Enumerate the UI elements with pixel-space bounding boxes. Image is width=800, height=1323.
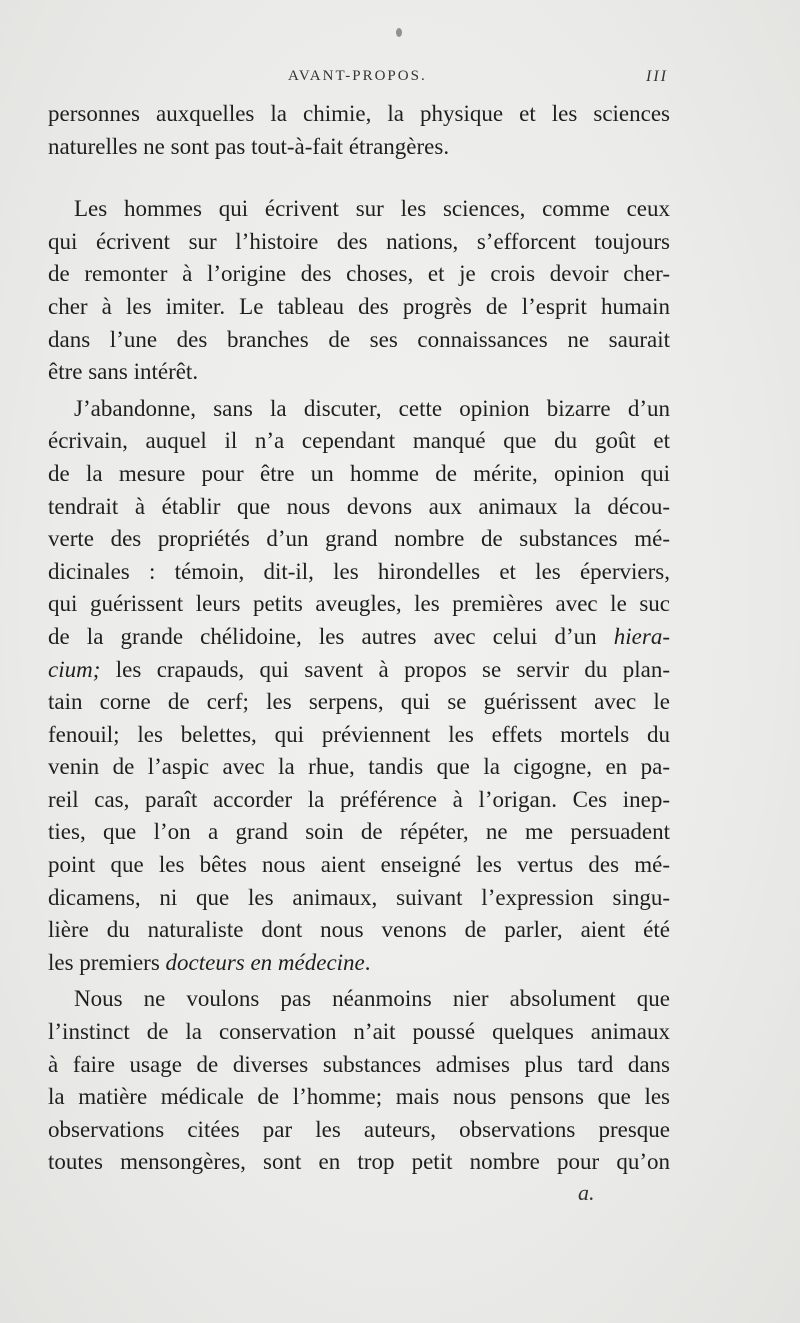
italic-span: cium; — [48, 656, 101, 682]
text-line: qui guérissent leurs petits aveugles, les premières avec le suc — [48, 591, 670, 617]
italic-span: docteurs en médecine — [165, 949, 365, 975]
text-line: fenouil; les belettes, qui préviennent les effets mortels du — [48, 721, 670, 747]
text-line: cher à les imiter. Le tableau des progrès de l’esprit humain — [48, 293, 670, 319]
text-line: à faire usage de diverses substances admises plus tard dans — [48, 1051, 670, 1077]
text-line: ties, que l’on a grand soin de répéter, ne me persuadent — [48, 819, 670, 845]
text-line: naturelles ne sont pas tout-à-fait étrangères. — [48, 133, 450, 159]
text-line — [48, 654, 670, 687]
text-line: toutes mensongères, sont en trop petit nombre pour qu’on — [48, 1149, 670, 1175]
text-span: les crapauds, qui savent à propos se servir du plan- — [100, 656, 670, 682]
text-span: les premiers — [48, 949, 166, 975]
text-line: être sans intérêt. — [48, 359, 199, 385]
page-number: III — [646, 68, 668, 85]
text-line — [48, 947, 670, 980]
text-line: J’abandonne, sans la discuter, cette opinion bizarre d’un — [74, 395, 670, 421]
body-text — [48, 98, 670, 1179]
text-span: . — [364, 949, 371, 975]
text-span: de la grande chélidoine, les autres avec celui d’un — [48, 623, 614, 649]
text-line: la matière médicale de l’homme; mais nous pensons que les — [48, 1084, 670, 1110]
text-line: verte des propriétés d’un grand nombre de substances mé- — [48, 526, 670, 552]
text-line: lière du naturaliste dont nous venons de parler, aient été — [48, 917, 670, 943]
text-line: observations citées par les auteurs, observations presque — [48, 1116, 670, 1142]
text-line: Les hommes qui écrivent sur les sciences, comme ceux — [74, 196, 670, 222]
text-line: dans l’une des branches de ses connaissances ne saurait — [48, 326, 670, 352]
paragraph — [48, 193, 670, 389]
paragraph-gap — [48, 163, 670, 193]
text-line: Nous ne voulons pas néanmoins nier absolument que — [74, 986, 670, 1012]
text-line: personnes auxquelles la chimie, la physique et les sciences — [48, 101, 670, 126]
text-line: écrivain, auquel il n’a cependant manqué que du goût et — [48, 428, 670, 454]
text-line: qui écrivent sur l’histoire des nations, s’efforcent toujours — [48, 228, 670, 254]
text-line: dicamens, ni que les animaux, suivant l’expression singu- — [48, 884, 670, 910]
text-line: venin de l’aspic avec la rhue, tandis que la cigogne, en pa- — [48, 754, 670, 780]
text-line: dicinales : témoin, dit-il, les hirondelles et les éperviers, — [48, 558, 670, 584]
text-line: tendrait à établir que nous devons aux animaux la décou- — [48, 493, 670, 519]
text-line: point que les bêtes nous aient enseigné les vertus des mé- — [48, 852, 670, 878]
text-line: reil cas, paraît accorder la préférence à l’origan. Ces inep- — [48, 786, 670, 812]
text-line: de remonter à l’origine des choses, et je crois devoir cher- — [48, 261, 670, 287]
paragraph — [48, 98, 670, 163]
italic-span: hiera- — [613, 623, 670, 649]
ink-dot — [396, 28, 402, 37]
paragraph — [48, 393, 670, 980]
signature-mark: a. — [578, 1180, 595, 1205]
text-line: l’instinct de la conservation n’ait poussé quelques animaux — [48, 1019, 670, 1045]
text-line: de la mesure pour être un homme de mérite, opinion qui — [48, 460, 670, 486]
page-header — [0, 68, 800, 92]
text-line — [48, 621, 670, 654]
text-line: tain corne de cerf; les serpens, qui se guérissent avec le — [48, 689, 670, 715]
paragraph — [48, 983, 670, 1179]
running-title: AVANT-PROPOS. — [288, 68, 427, 84]
